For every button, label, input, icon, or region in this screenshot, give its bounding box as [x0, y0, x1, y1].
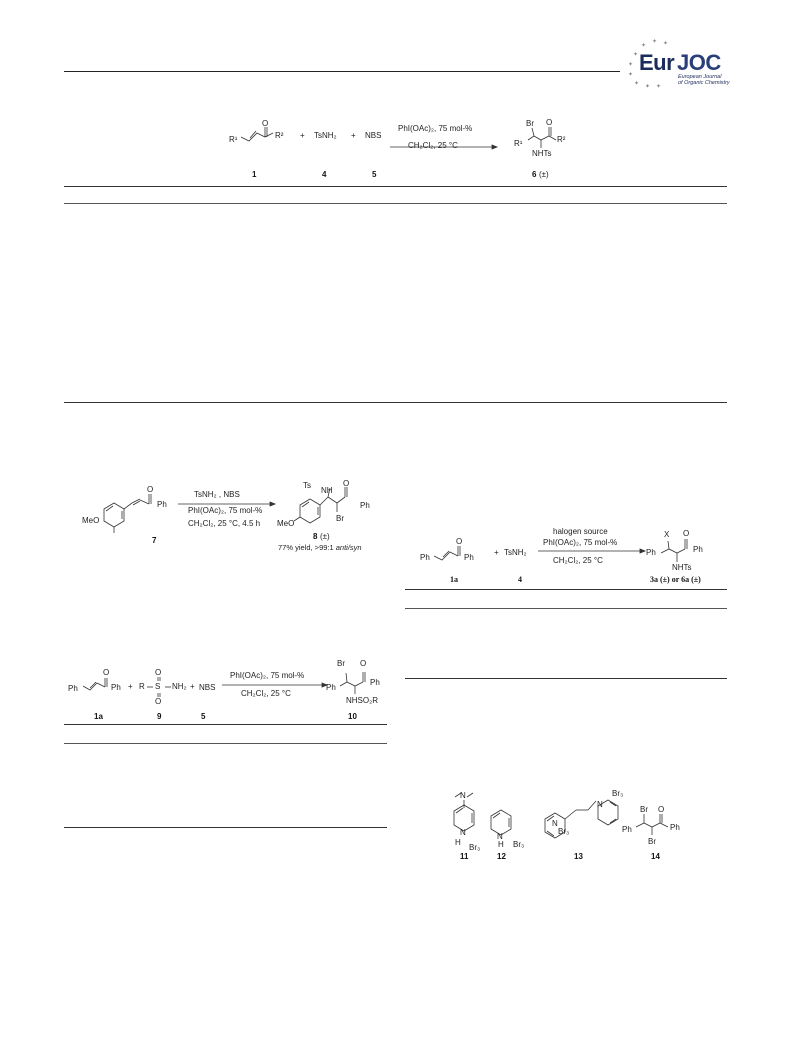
scheme2-condition-mid: PhI(OAc)₂, 75 mol-%	[188, 506, 263, 515]
scheme1-product-br: Br	[526, 119, 534, 128]
scheme1-compound-6: 6	[532, 170, 537, 179]
scheme3-product-ph-2: Ph	[370, 678, 380, 687]
scheme1-product-r1: R¹	[514, 139, 523, 148]
scheme3-ph-1: Ph	[68, 684, 78, 693]
s11-dimethylamino-n: N	[460, 791, 466, 800]
scheme3-s: S	[155, 682, 161, 691]
scheme2-ph: Ph	[157, 500, 167, 509]
scheme3-ph-2: Ph	[111, 683, 121, 692]
scheme3-compound-10: 10	[348, 712, 357, 721]
scheme3-compound-9: 9	[157, 712, 162, 721]
svg-text:✦: ✦	[652, 39, 658, 45]
scheme4-o: O	[456, 537, 463, 546]
s11-br3: Br₃	[469, 843, 481, 852]
svg-text:✦: ✦	[641, 43, 647, 49]
compound-11: 11	[460, 852, 469, 861]
scheme2-product-nh: NH	[321, 486, 333, 495]
scheme3-compound-1a: 1a	[94, 712, 103, 721]
scheme3-product-br: Br	[337, 659, 345, 668]
scheme1-r1: R¹	[229, 135, 238, 144]
scheme3-condition-bottom: CH₂Cl₂, 25 °C	[241, 689, 291, 698]
compound-14: 14	[651, 852, 660, 861]
s14-br-top: Br	[640, 805, 648, 814]
scheme2-product-ph: Ph	[360, 501, 370, 510]
scheme1-reagent-nbs: NBS	[365, 131, 382, 140]
scheme2-compound-8-suffix: (±)	[320, 532, 330, 541]
compound-12: 12	[497, 852, 506, 861]
logo-eur: Eur	[639, 50, 675, 75]
scheme4-product-ph-1: Ph	[646, 548, 656, 557]
s13-br3-top: Br₃	[612, 789, 624, 798]
scheme2-condition-bottom: CH₂Cl₂, 25 °C, 4.5 h	[188, 519, 261, 528]
scheme3-condition-top: PhI(OAc)₂, 75 mol-%	[230, 671, 305, 680]
scheme4-ph-2: Ph	[464, 553, 474, 562]
logo-joc: JOC	[677, 50, 721, 75]
scheme2-compound-8: 8	[313, 532, 318, 541]
svg-text:✦: ✦	[663, 41, 669, 47]
scheme4-product-x: X	[664, 530, 670, 539]
scheme3-nh2: NH₂	[172, 682, 187, 691]
scheme1-product-nhts: NHTs	[532, 149, 552, 158]
scheme3-o: O	[103, 668, 110, 677]
scheme3-product-o: O	[360, 659, 367, 668]
s14-br-bottom: Br	[648, 837, 656, 846]
s12-n: N	[497, 832, 503, 841]
scheme2-o: O	[147, 485, 154, 494]
scheme3-r: R	[139, 682, 145, 691]
scheme4-condition-bottom: CH₂Cl₂, 25 °C	[553, 556, 603, 565]
scheme2-product-br: Br	[336, 514, 344, 523]
scheme1-o: O	[262, 119, 269, 128]
s14-o: O	[658, 805, 665, 814]
svg-text:✦: ✦	[628, 72, 634, 78]
s13-n-left: N	[552, 819, 558, 828]
scheme1-r2: R²	[275, 131, 284, 140]
s14-ph-left: Ph	[622, 825, 632, 834]
scheme1-compound-4: 4	[322, 170, 327, 179]
s11-ring-n: N	[460, 828, 466, 837]
svg-text:✦: ✦	[645, 84, 651, 90]
scheme4-tsnh2: TsNH₂	[504, 548, 527, 557]
scheme3-o-bottom: O	[155, 697, 162, 706]
scheme3-plus-1: +	[128, 682, 133, 691]
s13-n-right: N	[597, 800, 603, 809]
logo-subtitle-2: of Organic Chemistry	[678, 80, 730, 86]
scheme1-compound-5: 5	[372, 170, 377, 179]
scheme2-yield-note: 77% yield, >99:1 anti/syn	[278, 543, 362, 552]
logo-subtitle-1: European Journal	[678, 74, 722, 80]
s12-br3: Br₃	[513, 840, 525, 849]
scheme1-product-o: O	[546, 118, 553, 127]
scheme2-product-o: O	[343, 479, 350, 488]
compound-13: 13	[574, 852, 583, 861]
s12-h: H	[498, 840, 504, 849]
scheme1-condition-top: PhI(OAc)₂, 75 mol-%	[398, 124, 473, 133]
scheme1-plus-2: +	[351, 131, 356, 140]
scheme4-product-ph-2: Ph	[693, 545, 703, 554]
scheme3-product-ph-1: Ph	[326, 683, 336, 692]
scheme2-compound-7: 7	[152, 536, 157, 545]
scheme1-compound-1: 1	[252, 170, 257, 179]
scheme4-compound-1a: 1a	[450, 575, 458, 584]
svg-text:✦: ✦	[656, 84, 662, 90]
scheme4-product-nhts: NHTs	[672, 563, 692, 572]
scheme1-product-r2: R²	[557, 135, 566, 144]
scheme4-product-o: O	[683, 529, 690, 538]
s13-br3-bottom: Br₃	[558, 827, 570, 836]
scheme2-meo: MeO	[82, 516, 100, 525]
scheme4-plus: +	[494, 548, 499, 557]
s14-ph-right: Ph	[670, 823, 680, 832]
scheme2-condition-top: TsNH₂ , NBS	[194, 490, 240, 499]
svg-text:✦: ✦	[633, 52, 639, 58]
scheme3-nbs: NBS	[199, 683, 216, 692]
scheme4-condition-top: halogen source	[553, 527, 608, 536]
scheme4-ph-1: Ph	[420, 553, 430, 562]
scheme2-product-ts: Ts	[303, 481, 311, 490]
scheme1-reagent-tsnh2: TsNH₂	[314, 131, 337, 140]
scheme3-compound-5: 5	[201, 712, 206, 721]
svg-text:✦: ✦	[634, 81, 640, 87]
scheme1-compound-6-suffix: (±)	[539, 170, 549, 179]
scheme3-product-nhso2r: NHSO₂R	[346, 696, 378, 705]
s11-h: H	[455, 838, 461, 847]
scheme4-condition-mid: PhI(OAc)₂, 75 mol-%	[543, 538, 618, 547]
svg-text:✦: ✦	[628, 62, 634, 68]
scheme3-o-top: O	[155, 668, 162, 677]
scheme2-product-meo: MeO	[277, 519, 295, 528]
scheme4-compound-4: 4	[518, 575, 522, 584]
scheme4-product-label: 3a (±) or 6a (±)	[650, 575, 701, 584]
scheme1-plus-1: +	[300, 131, 305, 140]
scheme1-condition-bottom: CH₂Cl₂, 25 °C	[408, 141, 458, 150]
scheme3-plus-2: +	[190, 682, 195, 691]
